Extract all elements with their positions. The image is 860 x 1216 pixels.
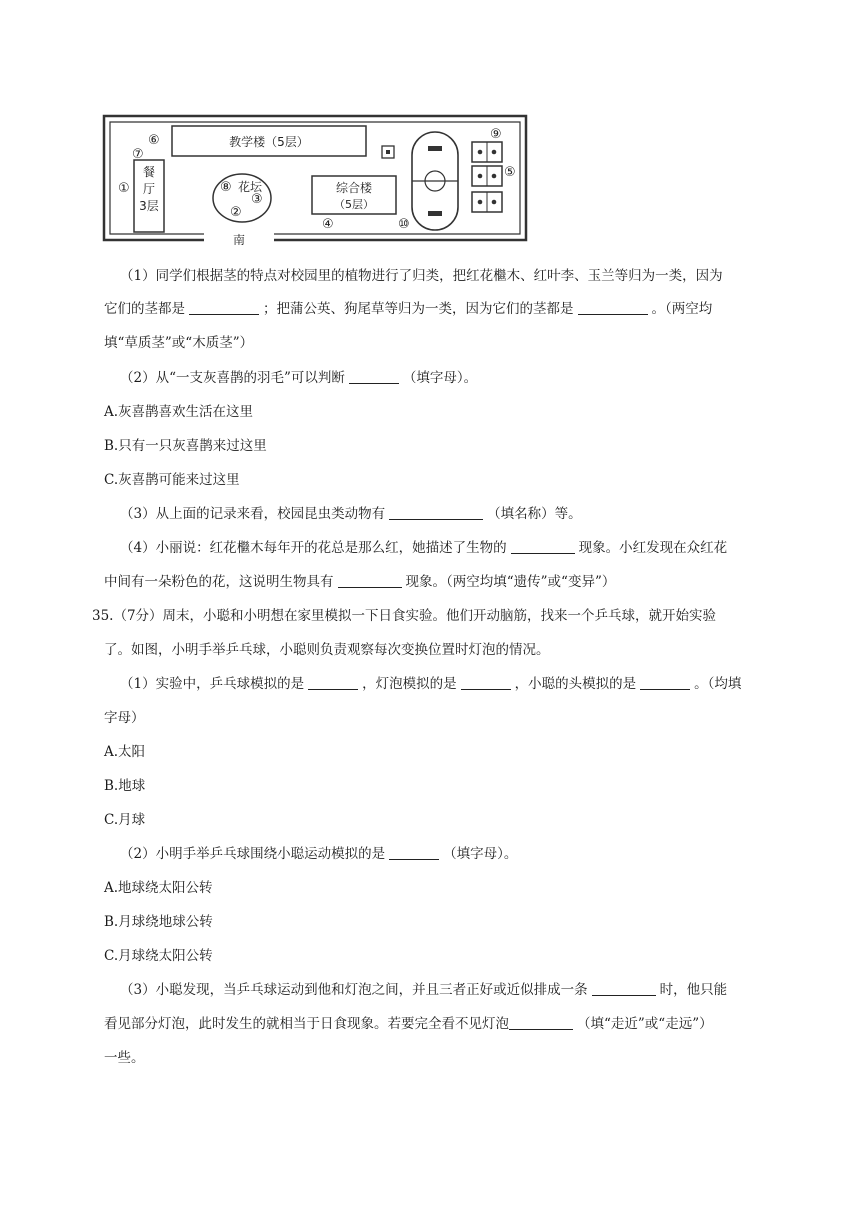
q34-part4-line1: （4）小丽说：红花檵木每年开的花总是那么红，她描述了生物的 现象。小红发现在众红花 [120, 540, 728, 556]
teaching-building-label: 教学楼（5层） [229, 135, 309, 149]
q35-part2-option-b: B.月球绕地球公转 [104, 914, 213, 930]
q35-part3-line2: 看见部分灯泡，此时发生的就相当于日食现象。若要完全看不见灯泡 （填“走近”或“走远”） [104, 1016, 713, 1032]
marker-7: ⑦ [132, 147, 144, 162]
q34-part1-line2: 它们的茎都是 ；把蒲公英、狗尾草等归为一类，因为它们的茎都是 。（两空均 [104, 301, 713, 317]
answer-blank[interactable] [578, 300, 648, 315]
marker-4: ④ [322, 217, 334, 232]
answer-blank[interactable] [349, 369, 399, 384]
marker-8: ⑧ [220, 180, 232, 195]
answer-blank[interactable] [338, 573, 402, 588]
marker-9: ⑨ [490, 127, 502, 142]
marker-1: ① [118, 181, 130, 196]
answer-blank[interactable] [461, 675, 511, 690]
answer-blank[interactable] [308, 675, 358, 690]
complex-floors-label: （5层） [334, 198, 374, 211]
answer-blank[interactable] [592, 981, 656, 996]
q35-header-line2: 了。如图，小明手举乒乓球，小聪则负责观察每次变换位置时灯泡的情况。 [104, 642, 550, 658]
marker-2: ② [230, 205, 242, 220]
answer-blank[interactable] [189, 300, 259, 315]
marker-6: ⑥ [148, 133, 160, 148]
marker-5: ⑤ [504, 165, 516, 180]
marker-3: ③ [251, 192, 263, 207]
answer-blank[interactable] [509, 1015, 573, 1030]
q35-header-line1: 35.（7分）周末，小聪和小明想在家里模拟一下日食实验。他们开动脑筋，找来一个乒乓球，就开始实验 [92, 608, 717, 624]
q34-part2-option-b: B.只有一只灰喜鹊来过这里 [104, 438, 267, 454]
q34-part2-option-c: C.灰喜鹊可能来过这里 [104, 472, 240, 488]
q35-part1-option-b: B.地球 [104, 778, 146, 794]
q34-part2: （2）从“一支灰喜鹊的羽毛”可以判断 （填字母）。 [120, 370, 478, 386]
q34-part4-line2: 中间有一朵粉色的花，这说明生物具有 现象。（两空均填“遗传”或“变异”） [104, 574, 616, 590]
campus-map [100, 112, 532, 246]
q34-part1-line1: （1）同学们根据茎的特点对校园里的植物进行了归类，把红花檵木、红叶李、玉兰等归为一类，因为 [120, 268, 723, 284]
flower-bed-label: 花坛 [237, 180, 263, 194]
answer-blank[interactable] [511, 539, 575, 554]
complex-building-label: 综合楼 [335, 181, 373, 195]
q34-part3: （3）从上面的记录来看，校园昆虫类动物有 （填名称）等。 [120, 506, 582, 522]
answer-blank[interactable] [389, 505, 483, 520]
q35-part1-line2: 字母） [104, 710, 145, 726]
answer-blank[interactable] [389, 845, 439, 860]
q35-part3-line3: 一些。 [104, 1050, 145, 1066]
q35-part3-line1: （3）小聪发现，当乒乓球运动到他和灯泡之间，并且三者正好或近似排成一条 时，他只能 [120, 982, 728, 998]
q34-part1-line3: 填“草质茎”或“木质茎”） [104, 335, 254, 351]
q35-part1-option-c: C.月球 [104, 812, 146, 828]
q35-part2-option-a: A.地球绕太阳公转 [104, 880, 213, 896]
q35-part1-option-a: A.太阳 [104, 744, 146, 760]
south-label: 南 [232, 233, 246, 246]
q35-part2-option-c: C.月球绕太阳公转 [104, 948, 213, 964]
answer-blank[interactable] [640, 675, 690, 690]
canteen-label: 餐厅 3层 [139, 165, 159, 213]
q35-part2: （2）小明手举乒乓球围绕小聪运动模拟的是 （填字母）。 [120, 846, 518, 862]
marker-10: ⑩ [398, 217, 410, 232]
q34-part2-option-a: A.灰喜鹊喜欢生活在这里 [104, 404, 254, 420]
q35-part1-line1: （1）实验中，乒乓球模拟的是 ，灯泡模拟的是 ，小聪的头模拟的是 。（均填 [120, 676, 742, 692]
